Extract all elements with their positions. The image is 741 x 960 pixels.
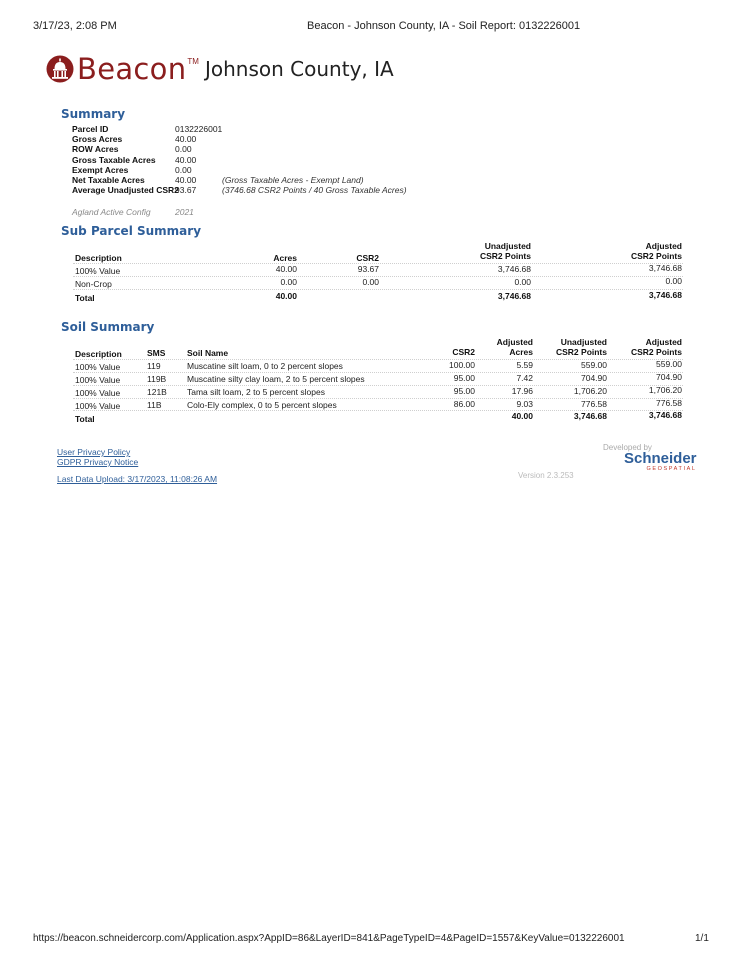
total-acres: 40.00: [275, 291, 297, 301]
col-header-soil-name: Soil Name: [187, 348, 229, 358]
col-header-description: Description: [75, 349, 122, 359]
print-datetime: 3/17/23, 2:08 PM: [33, 20, 117, 32]
table-cell-csr2: 0.00: [362, 277, 379, 287]
table-cell-acres: 0.00: [280, 277, 297, 287]
schneider-swirl-icon: [602, 453, 622, 471]
summary-note: (3746.68 CSR2 Points / 40 Gross Taxable Acres): [222, 185, 407, 195]
schneider-geospatial: GEOSPATIAL: [646, 466, 697, 472]
table-cell-acres: 40.00: [275, 264, 297, 274]
table-cell-unadjusted: 1,706.20: [573, 386, 607, 396]
beacon-logo[interactable]: [46, 52, 199, 86]
soil-summary-title: Soil Summary: [61, 320, 155, 334]
schneider-wordmark: Schneider: [624, 450, 697, 467]
table-cell-soil-name: Muscatine silt loam, 0 to 2 percent slopes: [187, 361, 343, 371]
table-cell-csr2: 100.00: [449, 360, 475, 370]
table-cell-adj-acres: 5.59: [516, 360, 533, 370]
agland-label: Agland Active Config: [72, 207, 151, 217]
table-cell-csr2: 95.00: [453, 386, 475, 396]
col-header-unadjusted-top: Unadjusted: [484, 241, 531, 251]
table-cell-soil-name: Tama silt loam, 2 to 5 percent slopes: [187, 387, 325, 397]
summary-label: ROW Acres: [72, 144, 119, 154]
summary-value: 0.00: [175, 144, 192, 154]
table-cell-adjusted: 704.90: [656, 372, 682, 382]
summary-value: 93.67: [175, 185, 197, 195]
table-cell-unadjusted: 3,746.68: [497, 264, 531, 274]
schneider-logo[interactable]: [602, 452, 697, 472]
table-cell-description: Non-Crop: [75, 279, 112, 289]
table-cell-unadjusted: 776.58: [581, 399, 607, 409]
agland-value: 2021: [175, 207, 194, 217]
table-cell-soil-name: Colo-Ely complex, 0 to 5 percent slopes: [187, 400, 337, 410]
table-cell-unadjusted: 0.00: [514, 277, 531, 287]
summary-label: Average Unadjusted CSR2: [72, 185, 179, 195]
total-unadjusted: 3,746.68: [573, 411, 607, 421]
table-cell-description: 100% Value: [75, 388, 121, 398]
summary-value: 40.00: [175, 134, 197, 144]
total-unadjusted: 3,746.68: [497, 291, 531, 301]
summary-label: Parcel ID: [72, 124, 109, 134]
table-cell-sms: 11B: [147, 400, 162, 410]
table-cell-soil-name: Muscatine silty clay loam, 2 to 5 percent slopes: [187, 374, 365, 384]
col-header-adjusted-top: Adjusted: [645, 241, 682, 251]
table-cell-unadjusted: 559.00: [581, 360, 607, 370]
last-upload-link[interactable]: Last Data Upload: 3/17/2023, 11:08:26 AM: [57, 474, 218, 484]
summary-value: 40.00: [175, 175, 197, 185]
summary-label: Exempt Acres: [72, 165, 129, 175]
total-adjusted: 3,746.68: [648, 410, 682, 420]
total-adj-acres: 40.00: [511, 411, 533, 421]
table-cell-sms: 121B: [147, 387, 167, 397]
table-cell-adj-acres: 17.96: [511, 386, 533, 396]
table-cell-adjusted: 776.58: [656, 398, 682, 408]
sub-parcel-title: Sub Parcel Summary: [61, 224, 202, 238]
col-header-adj-acres-bottom: Acres: [509, 347, 533, 357]
summary-value: 40.00: [175, 155, 197, 165]
summary-label: Net Taxable Acres: [72, 175, 145, 185]
col-header-adjusted-bottom: CSR2 Points: [630, 251, 682, 261]
gdpr-notice-link[interactable]: GDPR Privacy Notice: [57, 457, 139, 467]
summary-value: 0.00: [175, 165, 192, 175]
total-label: Total: [75, 414, 95, 424]
col-header-adjusted-bottom: CSR2 Points: [630, 347, 682, 357]
table-cell-description: 100% Value: [75, 375, 121, 385]
developed-by-label: Developed by: [603, 443, 652, 452]
trademark-mark: TM: [187, 56, 199, 66]
table-cell-description: 100% Value: [75, 362, 121, 372]
summary-label: Gross Acres: [72, 134, 123, 144]
summary-title: Summary: [61, 107, 126, 121]
table-cell-sms: 119B: [147, 374, 167, 384]
table-cell-adjusted: 3,746.68: [648, 263, 682, 273]
col-header-adj-acres-top: Adjusted: [496, 337, 533, 347]
version-label: Version 2.3.253: [518, 471, 574, 480]
table-cell-adj-acres: 7.42: [516, 373, 533, 383]
capitol-dome-icon: [46, 55, 74, 83]
logo-text: Beacon: [77, 52, 187, 86]
print-page-number: 1/1: [695, 933, 709, 944]
table-cell-sms: 119: [147, 361, 161, 371]
total-adjusted: 3,746.68: [648, 290, 682, 300]
table-cell-csr2: 93.67: [357, 264, 379, 274]
total-label: Total: [75, 293, 95, 303]
row-divider: [73, 289, 683, 290]
col-header-csr2: CSR2: [356, 253, 379, 263]
table-cell-csr2: 95.00: [453, 373, 475, 383]
col-header-acres: Acres: [273, 253, 297, 263]
summary-label: Gross Taxable Acres: [72, 155, 156, 165]
table-cell-adjusted: 1,706.20: [648, 385, 682, 395]
table-cell-description: 100% Value: [75, 266, 121, 276]
col-header-unadjusted-top: Unadjusted: [560, 337, 607, 347]
table-cell-description: 100% Value: [75, 401, 121, 411]
table-cell-adj-acres: 9.03: [516, 399, 533, 409]
table-cell-unadjusted: 704.90: [581, 373, 607, 383]
print-url: https://beacon.schneidercorp.com/Application.aspx?AppID=86&LayerID=841&PageTypeID=4&PageID=1557&KeyValue=0132226001: [33, 933, 625, 944]
col-header-csr2: CSR2: [452, 347, 475, 357]
table-cell-adjusted: 559.00: [656, 359, 682, 369]
print-title: Beacon - Johnson County, IA - Soil Report: 0132226001: [307, 20, 581, 32]
col-header-description: Description: [75, 253, 122, 263]
summary-note: (Gross Taxable Acres - Exempt Land): [222, 175, 364, 185]
col-header-sms: SMS: [147, 348, 166, 358]
table-cell-adjusted: 0.00: [665, 276, 682, 286]
col-header-unadjusted-bottom: CSR2 Points: [555, 347, 607, 357]
privacy-policy-link[interactable]: User Privacy Policy: [57, 447, 131, 457]
col-header-unadjusted-bottom: CSR2 Points: [479, 251, 531, 261]
summary-value: 0132226001: [175, 124, 223, 134]
col-header-adjusted-top: Adjusted: [645, 337, 682, 347]
county-name: Johnson County, IA: [205, 57, 394, 81]
table-cell-csr2: 86.00: [453, 399, 475, 409]
